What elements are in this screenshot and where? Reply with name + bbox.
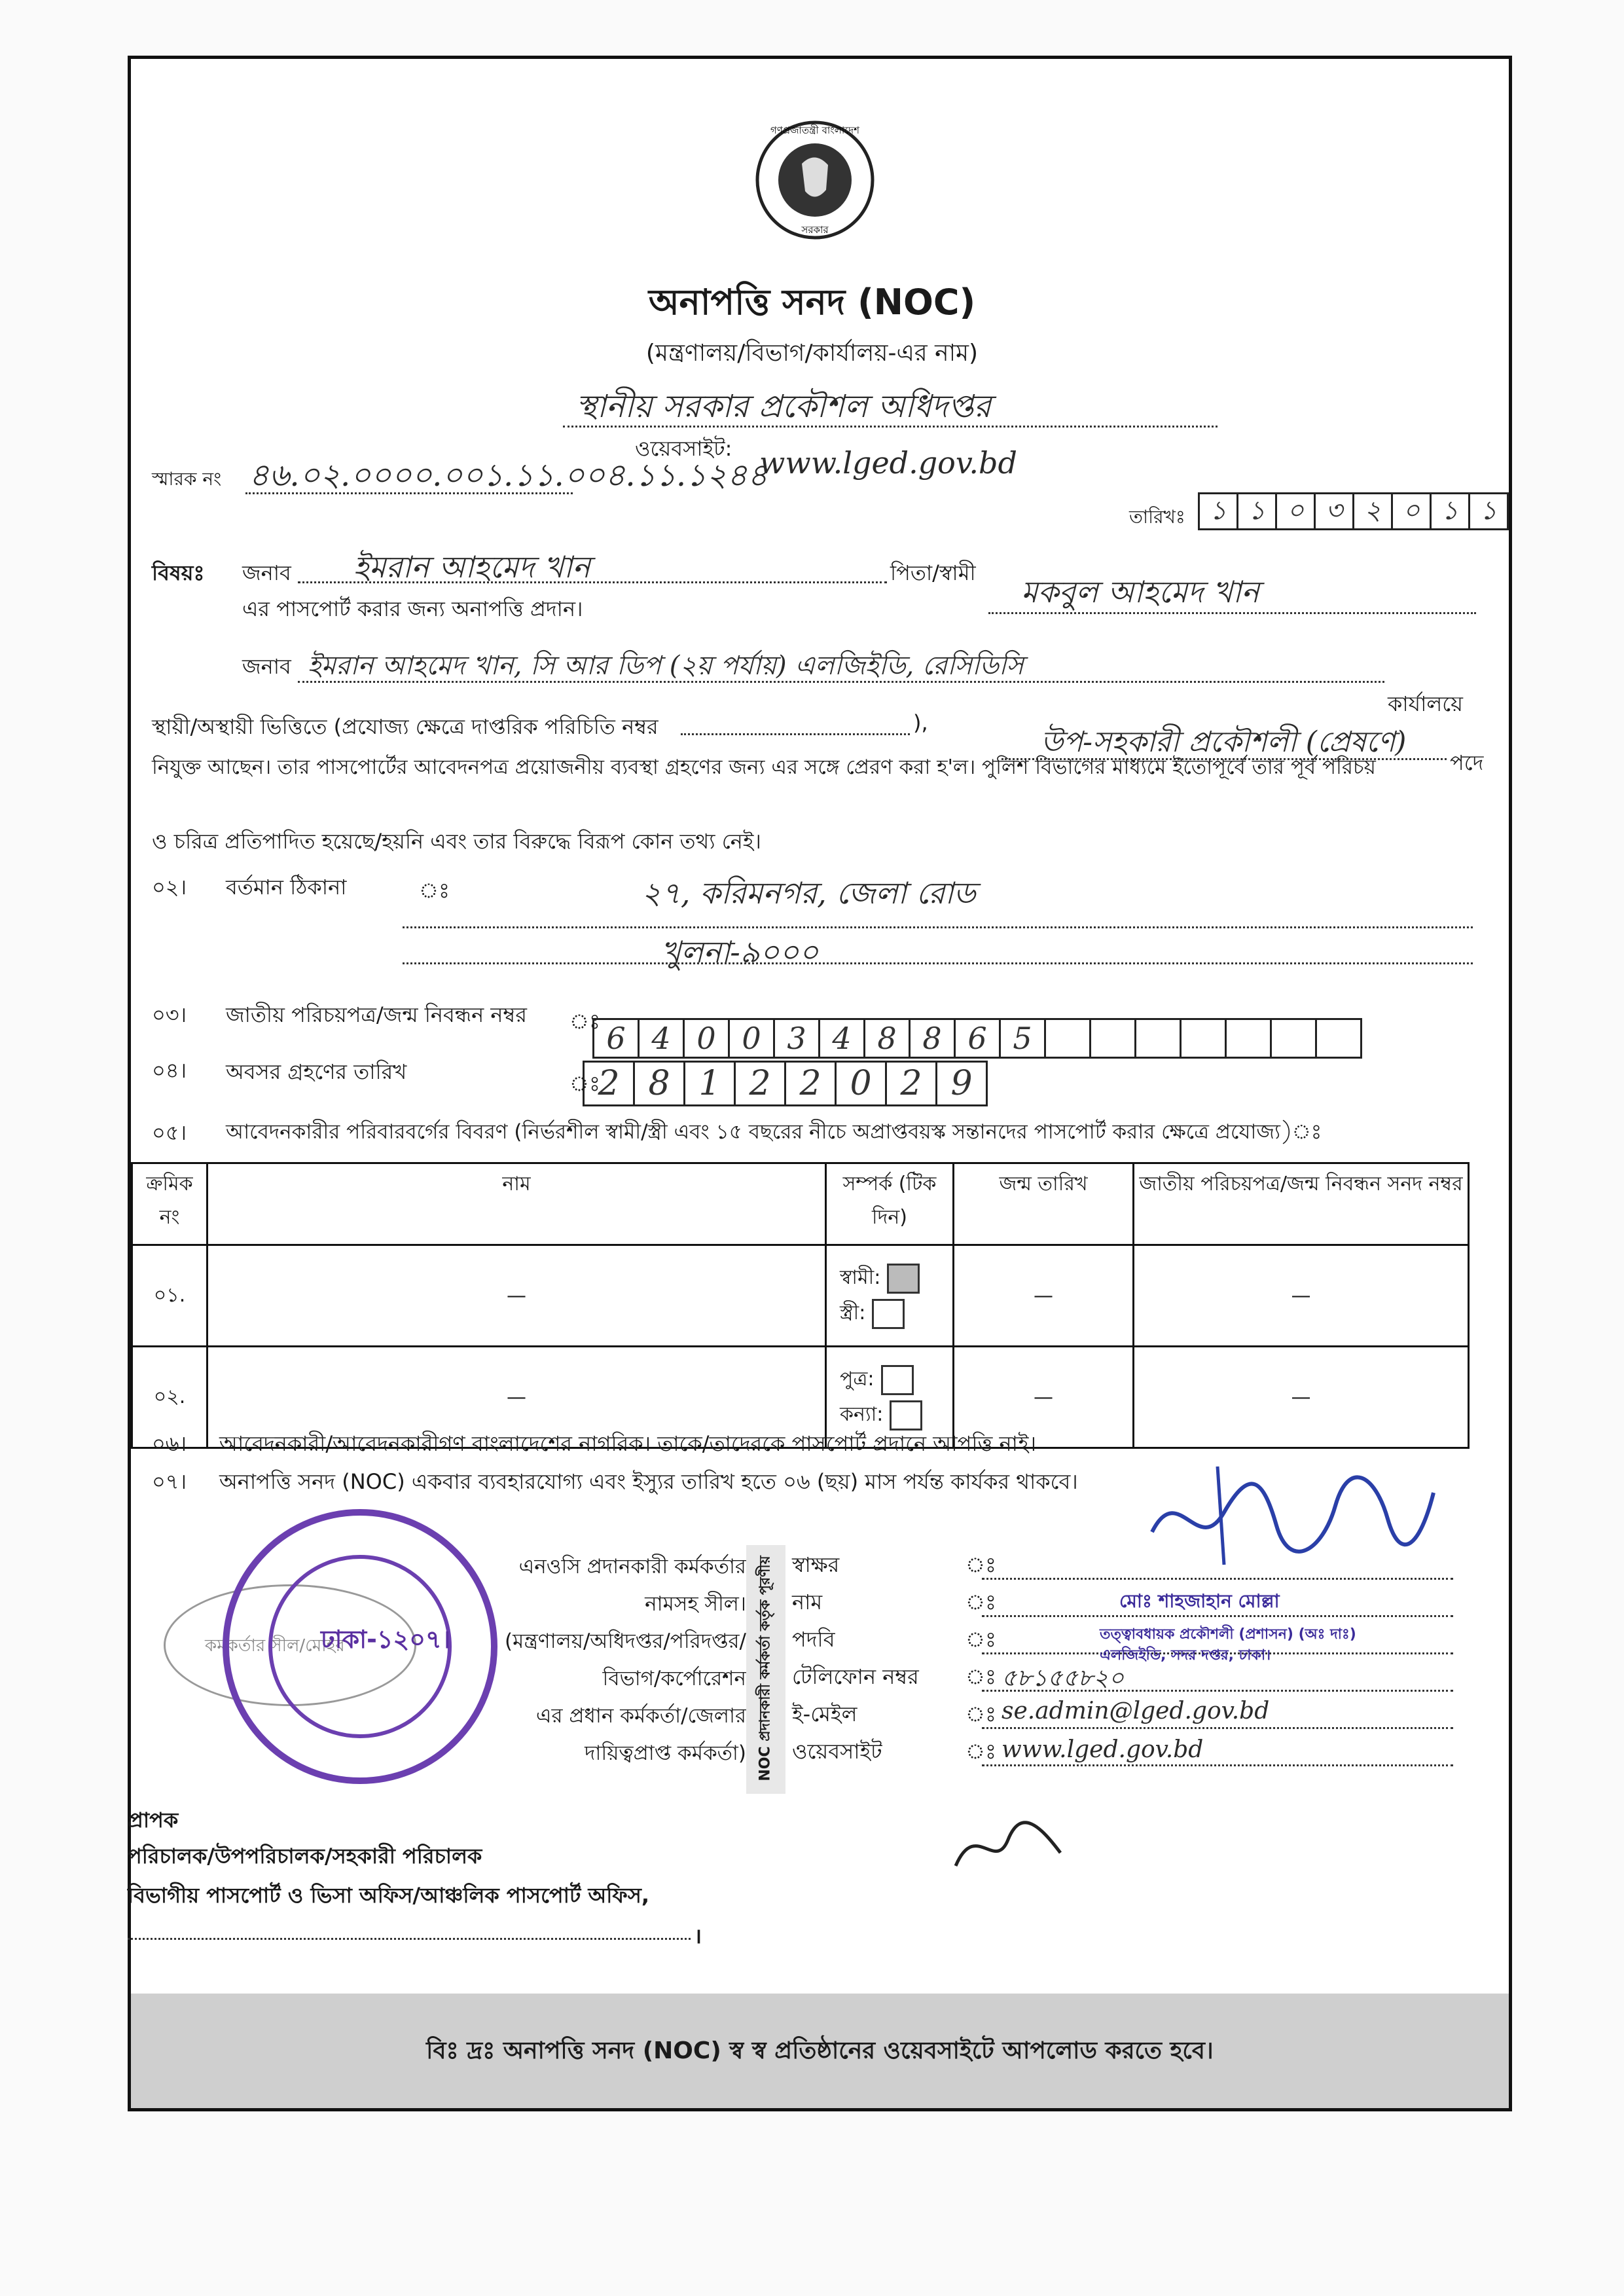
designation: উপ-সহকারী প্রকৌশলী (প্রেষণে) <box>1041 725 1407 759</box>
field-colon: ঃ <box>965 1664 997 1689</box>
digit-box: 2 <box>734 1061 786 1106</box>
father-name: মকবুল আহমেদ খান <box>1021 574 1259 610</box>
page-title: অনাপত্তি সনদ (NOC) <box>648 282 976 323</box>
seal-text: ঢাকা-১২০৭। <box>321 1625 451 1654</box>
husband-checkbox[interactable] <box>887 1264 920 1294</box>
item-03-number: ০৩। <box>152 1002 187 1027</box>
digit-box <box>1180 1018 1227 1059</box>
memo-line <box>245 492 573 494</box>
field-label: টেলিফোন নম্বর <box>792 1664 919 1689</box>
row1-serial: ০১. <box>132 1245 208 1347</box>
item-06-number: ০৬। <box>152 1431 187 1456</box>
vertical-stamp <box>746 1545 785 1794</box>
body-line2: স্থায়ী/অস্থায়ী ভিত্তিতে (প্রযোজ্য ক্ষেত্রে দাপ্তরিক পরিচিতি নম্বর <box>152 714 659 739</box>
row2-serial: ০২. <box>132 1347 208 1448</box>
officer-office-value: এলজিইডি, সদর দপ্তর, ঢাকা। <box>1100 1647 1271 1664</box>
body-line4: ও চরিত্র প্রতিপাদিত হয়েছে/হয়নি এবং তার বিরুদ্ধে বিরূপ কোন তথ্য নেই। <box>152 829 761 854</box>
subject-janab: জনাব <box>242 560 291 585</box>
recipient-end: । <box>694 1923 702 1948</box>
page-subtitle: (মন্ত্রণালয়/বিভাগ/কার্যালয়-এর নাম) <box>645 340 979 367</box>
digit-box: 1 <box>683 1061 736 1106</box>
officer-designation-value: তত্ত্বাবধায়ক প্রকৌশলী (প্রশাসন) (অঃ দাঃ) <box>1100 1626 1356 1643</box>
row2-nid: — <box>1134 1347 1469 1448</box>
nid-colon: ঃ <box>569 1009 601 1034</box>
digit-box: 8 <box>863 1018 911 1059</box>
line-07: অনাপত্তি সনদ (NOC) একবার ব্যবহারযোগ্য এবং ইস্যুর তারিখ হতে ০৬ (ছয়) মাস পর্যন্ত কার্যকর থাকবে। <box>219 1469 1078 1494</box>
digit-box <box>1044 1018 1091 1059</box>
digit-box: ১ <box>1468 492 1509 530</box>
digit-box <box>1089 1018 1136 1059</box>
nid-boxes <box>592 1018 1360 1059</box>
digit-box: 2 <box>784 1061 837 1106</box>
officer-left-line: দায়িত্বপ্রাপ্ত কর্মকর্তা) <box>585 1741 746 1765</box>
son-checkbox[interactable] <box>881 1365 914 1395</box>
body-line2-mid: ), <box>913 710 928 735</box>
website-value: www.lged.gov.bd <box>759 445 1017 481</box>
officer-website-value: www.lged.gov.bd <box>1001 1736 1204 1763</box>
office-name: স্থানীয় সরকার প্রকৌশল অধিদপ্তর <box>576 388 992 425</box>
vertical-stamp-text: NOC প্রদানকারী কর্মকর্তা কর্তৃক পূরণীয় <box>757 1556 774 1781</box>
field-colon: ঃ <box>965 1702 997 1726</box>
digit-box: 4 <box>818 1018 865 1059</box>
date-boxes <box>1198 492 1507 530</box>
item-02-number: ০২। <box>152 875 187 900</box>
footer-note-bar <box>131 1994 1509 2108</box>
subject-line2: এর পাসপোর্ট করার জন্য অনাপত্তি প্রদান। <box>242 596 583 621</box>
body-name-line <box>298 681 1384 683</box>
digit-box: 5 <box>999 1018 1046 1059</box>
th-relation: সম্পর্ক (টিক দিন) <box>826 1163 954 1245</box>
rel-husband-label: স্বামী: <box>840 1266 881 1289</box>
digit-box: 4 <box>638 1018 685 1059</box>
officer-left-line: এর প্রধান কর্মকর্তা/জেলার <box>535 1704 746 1728</box>
body-line3: নিযুক্ত আছেন। তার পাসপোর্টের আবেদনপত্র প্রয়োজনীয় ব্যবস্থা গ্রহণের জন্য এর সঙ্গে প্রেরণ করা হ'ল। পুলিশ বিভাগের মাধ্যমে ইতোপূর্বে তার পূর্ব পরিচয় <box>152 756 1376 779</box>
row1-name: — <box>208 1245 826 1347</box>
field-label: ই-মেইল <box>792 1702 857 1726</box>
field-colon: ঃ <box>965 1739 997 1764</box>
field-email <box>792 1698 1486 1735</box>
row2-name: — <box>208 1347 826 1448</box>
emblem-top-text: গণপ্রজাতন্ত্রী বাংলাদেশ <box>770 124 860 136</box>
field-label: নাম <box>792 1590 823 1614</box>
official-seal-stamp <box>223 1509 497 1784</box>
digit-box: ৩ <box>1314 492 1354 530</box>
officer-left-line: বিভাগ/কর্পোরেশন <box>602 1667 746 1690</box>
family-label: আবেদনকারীর পরিবারবর্গের বিবরণ (নির্ভরশীল স্বামী/স্ত্রী এবং ১৫ বছরের নীচে অপ্রাপ্তবয়স্ক সন্তানদের পাসপোর্ট করার ক্ষেত্রে প্রযোজ্য)ঃ <box>226 1120 1322 1144</box>
line-06: আবেদনকারী/আবেদনকারীগণ বাংলাদেশের নাগরিক। তাকে/তাদেরকে পাসপোর্ট প্রদানে আপত্তি নাই। <box>219 1431 1037 1456</box>
body-name-office: ইমরান আহমেদ খান, সি আর ডিপ (২য় পর্যায়) এলজিইডি, রেসিডিসি <box>308 651 1024 681</box>
digit-box <box>1134 1018 1182 1059</box>
digit-box <box>1225 1018 1272 1059</box>
designation-suffix: পদে <box>1450 750 1484 775</box>
digit-box: ০ <box>1391 492 1432 530</box>
row1-dob: — <box>954 1245 1134 1347</box>
officer-email-value: se.admin@lged.gov.bd <box>1001 1698 1270 1724</box>
subject-label: বিষয়ঃ <box>152 560 205 585</box>
field-designation <box>792 1623 1486 1664</box>
daughter-checkbox[interactable] <box>890 1400 922 1430</box>
family-table <box>131 1162 1470 1449</box>
address-dotline1 <box>403 926 1473 928</box>
office-suffix: কার্যালয়ে <box>1388 691 1463 716</box>
father-label: পিতা/স্বামী <box>890 560 976 585</box>
field-label: পদবি <box>792 1627 835 1652</box>
officer-name-value: মোঃ শাহজাহান মোল্লা <box>1119 1590 1280 1612</box>
field-label: স্বাক্ষর <box>792 1552 840 1577</box>
address-line1: ২৭, করিমনগর, জেলা রোড <box>641 875 976 911</box>
footer-note: বিঃ দ্রঃ অনাপত্তি সনদ (NOC) স্ব স্ব প্রতিষ্ঠানের ওয়েবসাইটে আপলোড করতে হবে। <box>426 2037 1214 2064</box>
digit-box: 2 <box>885 1061 937 1106</box>
official-id-line <box>681 733 910 735</box>
retire-boxes <box>583 1061 986 1106</box>
rel-wife-label: স্ত্রী: <box>840 1302 866 1324</box>
recipient-title: প্রাপক <box>128 1808 179 1832</box>
item-07-number: ০৭। <box>152 1469 187 1494</box>
address-label: বর্তমান ঠিকানা <box>226 875 347 900</box>
digit-box: ১ <box>1236 492 1277 530</box>
officer-left-line: (মন্ত্রণালয়/অধিদপ্তর/পরিদপ্তর/ <box>505 1630 746 1653</box>
row1-relation <box>826 1245 954 1347</box>
retire-colon: ঃ <box>569 1071 601 1096</box>
memo-label: স্মারক নং <box>152 468 222 490</box>
digit-box: ২ <box>1352 492 1393 530</box>
digit-box: 8 <box>633 1061 685 1106</box>
applicant-name: ইমরান আহমেদ খান <box>353 549 590 585</box>
field-colon: ঃ <box>965 1590 997 1614</box>
recipient-line2: বিভাগীয় পাসপোর্ট ও ভিসা অফিস/আঞ্চলিক পাসপোর্ট অফিস, <box>128 1883 650 1908</box>
digit-box: 6 <box>592 1018 640 1059</box>
digit-box: 0 <box>728 1018 775 1059</box>
field-phone <box>792 1660 1486 1698</box>
digit-box: 8 <box>909 1018 956 1059</box>
th-dob: জন্ম তারিখ <box>954 1163 1134 1245</box>
digit-box: ১ <box>1430 492 1470 530</box>
digit-box: 0 <box>683 1018 730 1059</box>
retire-label: অবসর গ্রহণের তারিখ <box>226 1059 407 1084</box>
initial-signature-icon <box>949 1813 1067 1886</box>
officer-fields <box>792 1548 1486 1772</box>
th-nid: জাতীয় পরিচয়পত্র/জন্ম নিবন্ধন সনদ নম্বর <box>1134 1163 1469 1245</box>
memo-number: ৪৬.০২.০০০০.০০১.১১.০০৪.১১.১২৪৪ <box>249 457 768 494</box>
nid-label: জাতীয় পরিচয়পত্র/জন্ম নিবন্ধন নম্বর <box>226 1002 527 1027</box>
digit-box: 2 <box>583 1061 635 1106</box>
rel-daughter-label: কন্যা: <box>840 1403 884 1426</box>
recipient-dotline <box>128 1938 691 1940</box>
rel-son-label: পুত্র: <box>840 1368 875 1391</box>
officer-left-line: এনওসি প্রদানকারী কর্মকর্তার <box>518 1555 746 1578</box>
website-label: ওয়েবসাইট: <box>635 436 732 461</box>
th-name: নাম <box>208 1163 826 1245</box>
body-janab: জনাব <box>242 654 291 679</box>
field-signature <box>792 1548 1486 1586</box>
address-dotline2 <box>403 962 1473 964</box>
item-04-number: ০৪। <box>152 1058 187 1083</box>
digit-box: 9 <box>935 1061 988 1106</box>
digit-box: 3 <box>773 1018 820 1059</box>
field-colon: ঃ <box>965 1552 997 1577</box>
officer-left-block <box>484 1548 746 1772</box>
table-row <box>132 1245 1469 1347</box>
field-name <box>792 1586 1486 1623</box>
digit-box: ১ <box>1198 492 1238 530</box>
office-name-line <box>563 426 1218 428</box>
address-colon: ঃ <box>419 878 450 903</box>
digit-box: 6 <box>954 1018 1001 1059</box>
officer-phone-value: ৫৮১৫৫৮২০ <box>1001 1665 1124 1692</box>
digit-box <box>1315 1018 1362 1059</box>
field-website <box>792 1735 1486 1772</box>
govt-emblem-icon <box>753 118 877 242</box>
wife-checkbox[interactable] <box>872 1299 905 1329</box>
address-line2: খুলনা-৯০০০ <box>661 934 819 970</box>
digit-box <box>1270 1018 1317 1059</box>
applicant-name-line <box>298 581 887 583</box>
field-colon: ঃ <box>965 1627 997 1652</box>
emblem-bottom-text: সরকার <box>801 224 829 236</box>
father-name-line <box>988 612 1476 614</box>
digit-box: 0 <box>835 1061 887 1106</box>
row1-nid: — <box>1134 1245 1469 1347</box>
digit-box: ০ <box>1275 492 1316 530</box>
recipient-line1: পরিচালক/উপপরিচালক/সহকারী পরিচালক <box>128 1844 482 1868</box>
seal-hint-text: কর্মকর্তার সীল/মোহর <box>205 1636 345 1656</box>
officer-left-line: নামসহ সীল। <box>645 1592 746 1616</box>
item-05-number: ০৫। <box>152 1120 187 1145</box>
field-label: ওয়েবসাইট <box>792 1739 882 1764</box>
th-serial: ক্রমিক নং <box>132 1163 208 1245</box>
row2-dob: — <box>954 1347 1134 1448</box>
date-label: তারিখঃ <box>1129 506 1185 528</box>
